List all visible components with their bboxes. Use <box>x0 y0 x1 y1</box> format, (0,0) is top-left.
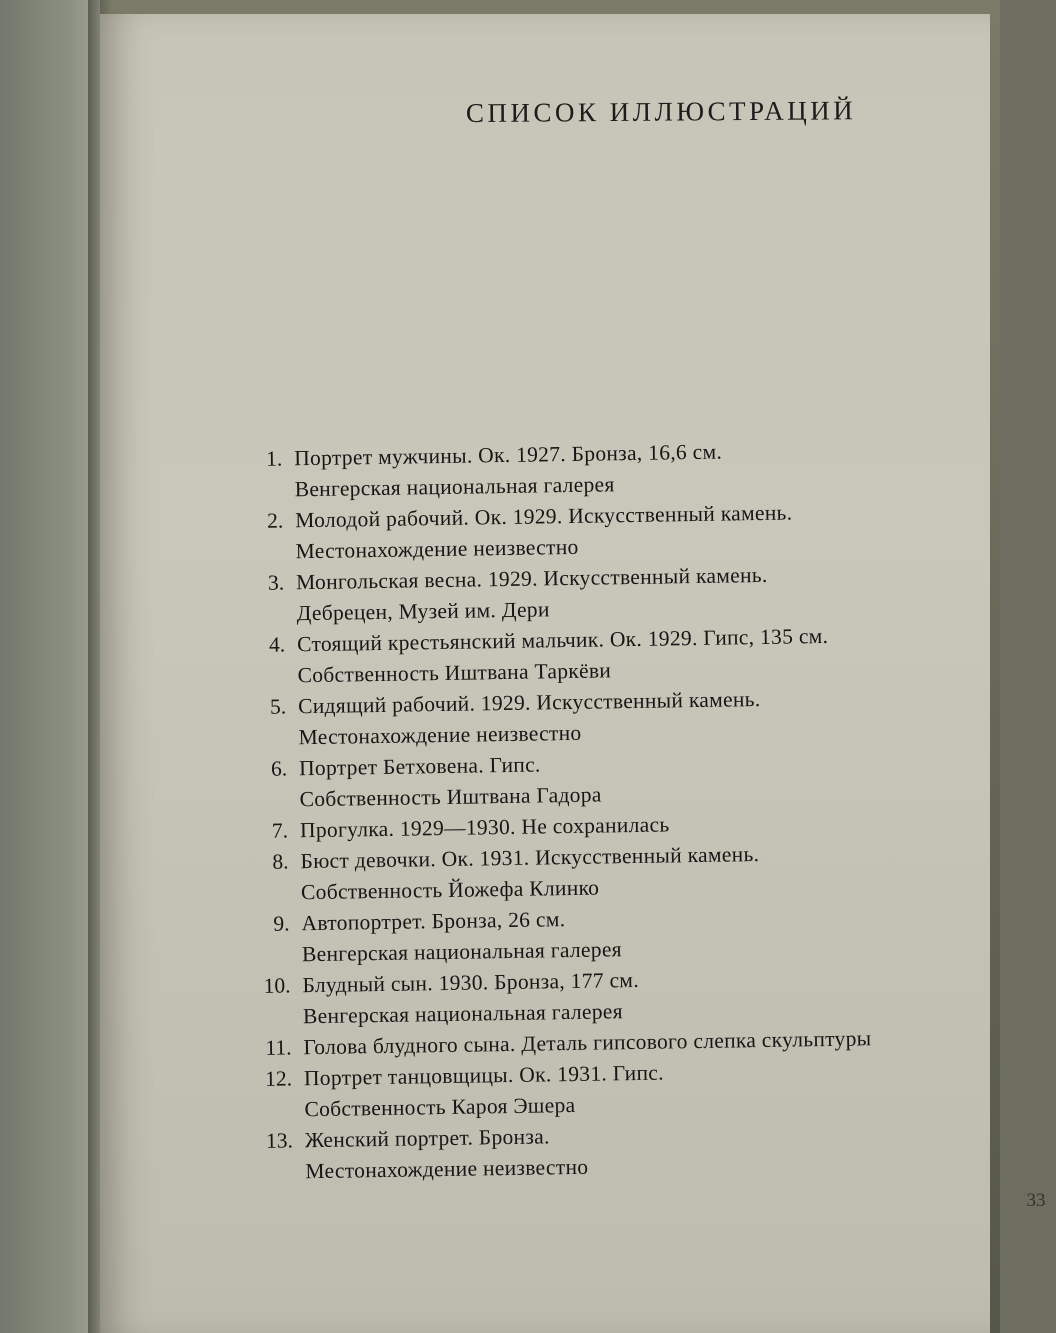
entry-line: Бюст девочки. Ок. 1931. Искусственный камень. <box>300 842 760 874</box>
entry-line: Дебрецен, Музей им. Дери <box>296 597 550 626</box>
entry-line: Собственность Кароя Эшера <box>304 1092 576 1122</box>
book-page <box>100 14 1046 1333</box>
entry-line: Женский портрет. Бронза. <box>304 1124 550 1153</box>
entry-number: 9. <box>273 911 290 936</box>
entry-number: 6. <box>270 756 288 781</box>
entry-number: 8. <box>272 849 289 874</box>
entry-line: Местонахождение неизвестно <box>295 534 579 564</box>
entry-line: Портрет танцовщицы. Ок. 1931. Гипс. <box>303 1060 664 1091</box>
entry-number: 4. <box>268 632 286 657</box>
entry-number: 5. <box>269 694 287 719</box>
entry-number: 11. <box>265 1035 292 1060</box>
entry-line: Стоящий крестьянский мальчик. Ок. 1929. Гипс, 135 см. <box>296 623 829 657</box>
entry-line: Молодой рабочий. Ок. 1929. Искусственный камень. <box>295 500 793 533</box>
entry-number: 13. <box>265 1128 294 1153</box>
entry-line: Автопортрет. Бронза, 26 см. <box>301 907 566 936</box>
page-title: СПИСОК ИЛЛЮСТРАЦИЙ <box>465 95 857 128</box>
page-number: 33 <box>1026 1190 1046 1211</box>
entry-line: Голова блудного сына. Деталь гипсового слепка скульптуры <box>303 1026 872 1060</box>
entry-line: Собственность Йожефа Клинко <box>300 875 600 905</box>
entry-line: Собственность Иштвана Гадора <box>299 782 602 812</box>
list-item <box>261 1114 1052 1188</box>
entry-line: Портрет мужчины. Ок. 1927. Бронза, 16,6 см. <box>294 439 723 471</box>
entry-number: 3. <box>267 570 285 595</box>
entry-line: Блудный сын. 1930. Бронза, 177 см. <box>302 967 640 998</box>
entry-number: 1. <box>265 446 283 471</box>
facing-page-edge <box>0 0 100 1333</box>
entry-line: Портрет Бетховена. Гипс. <box>298 752 541 781</box>
entry-line: Монгольская весна. 1929. Искусственный камень. <box>295 562 768 595</box>
entry-line: Прогулка. 1929—1930. Не сохранилась <box>299 812 670 843</box>
entry-number: 2. <box>266 508 284 533</box>
entry-number: 7. <box>271 818 289 843</box>
entry-line: Венгерская национальная галерея <box>302 999 624 1029</box>
entry-line: Венгерская национальная галерея <box>301 937 623 967</box>
entry-line: Собственность Иштвана Таркёви <box>297 658 612 688</box>
entry-line: Сидящий рабочий. 1929. Искусственный камень. <box>297 687 761 719</box>
entry-number: 12. <box>264 1066 293 1091</box>
illustration-list <box>250 432 1052 1204</box>
entry-number: 10. <box>263 973 291 998</box>
entry-line: Местонахождение неизвестно <box>298 720 582 750</box>
entry-line: Местонахождение неизвестно <box>305 1154 589 1184</box>
entry-line: Венгерская национальная галерея <box>294 472 615 502</box>
